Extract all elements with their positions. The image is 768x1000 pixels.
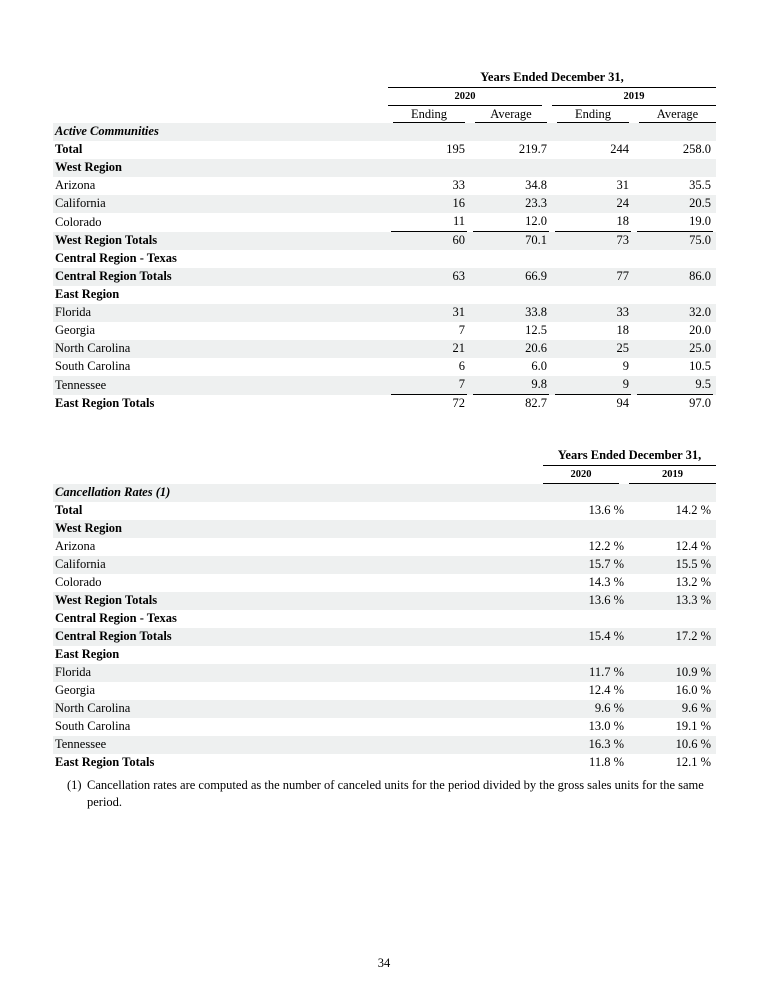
table-row — [53, 358, 716, 376]
row-label: Central Region - Texas — [55, 251, 177, 265]
cell-value: 12.4 % — [588, 683, 624, 697]
year-group-2020 — [543, 466, 629, 484]
year-2020-label: 2020 — [543, 466, 619, 484]
table-row — [53, 754, 716, 772]
cell-value — [552, 286, 634, 304]
row-label: Tennessee — [55, 737, 107, 751]
cell-value: 72 — [452, 396, 465, 410]
cell-value: 21 — [452, 341, 465, 355]
cell-value: 70.1 — [525, 233, 547, 247]
cell-value: 66.9 — [525, 269, 547, 283]
row-label: Active Communities — [55, 124, 159, 138]
cell-value: 11 — [388, 213, 470, 232]
period-header-label: Years Ended December 31, — [543, 446, 716, 466]
row-label: East Region — [55, 287, 120, 301]
cell-value: 16.3 % — [588, 737, 624, 751]
cell-value: 14.3 % — [588, 575, 624, 589]
row-label: Georgia — [55, 323, 96, 337]
cell-value: 33 — [616, 305, 629, 319]
cell-value — [629, 484, 716, 502]
cell-value: 12.5 — [525, 323, 547, 337]
row-label: Florida — [55, 305, 92, 319]
cell-value — [388, 123, 470, 141]
column-header-label: Average — [475, 106, 547, 123]
column-header-average-2019 — [634, 106, 716, 123]
cell-value: 24 — [616, 196, 629, 210]
cell-value: 7 — [458, 323, 465, 337]
year-2019-label: 2019 — [629, 466, 716, 484]
footnote-marker: (1) — [67, 778, 82, 792]
table-row — [53, 376, 716, 395]
cancellation-rates-table-body — [53, 484, 716, 772]
table-row — [53, 484, 716, 502]
cell-value: 258.0 — [682, 142, 711, 156]
row-label: West Region Totals — [55, 233, 158, 247]
cell-value: 19.1 % — [675, 719, 711, 733]
cell-value: 9.6 % — [594, 701, 624, 715]
row-label: Arizona — [55, 539, 96, 553]
cell-value — [470, 286, 552, 304]
cell-value — [388, 286, 470, 304]
column-header-ending-2020 — [388, 106, 470, 123]
cell-value: 75.0 — [689, 233, 711, 247]
row-label: Central Region Totals — [55, 269, 172, 283]
table-row — [53, 123, 716, 141]
cell-value: 195 — [446, 142, 465, 156]
cell-value — [629, 520, 716, 538]
cell-value — [634, 123, 716, 141]
cell-value: 63 — [452, 269, 465, 283]
cell-value: 77 — [616, 269, 629, 283]
cell-value: 10.6 % — [675, 737, 711, 751]
cell-value — [470, 159, 552, 177]
cell-value: 94 — [616, 396, 629, 410]
cell-value — [634, 159, 716, 177]
cell-value: 25.0 — [689, 341, 711, 355]
cell-value: 31 — [452, 305, 465, 319]
table-row — [53, 213, 716, 232]
year-group-2019 — [552, 88, 716, 106]
table-row — [53, 141, 716, 159]
row-label: East Region Totals — [55, 396, 155, 410]
cell-value: 11.8 % — [589, 755, 624, 769]
active-communities-table — [53, 68, 716, 413]
cell-value: 33 — [452, 178, 465, 192]
table-row — [53, 556, 716, 574]
column-header-label: Average — [639, 106, 716, 123]
table-row — [53, 304, 716, 322]
footnote — [67, 777, 715, 811]
row-label: North Carolina — [55, 701, 131, 715]
active-communities-table-body — [53, 123, 716, 413]
cell-value: 9.5 — [634, 376, 716, 395]
row-label: North Carolina — [55, 341, 131, 355]
cell-value: 32.0 — [689, 305, 711, 319]
cell-value: 16.0 % — [675, 683, 711, 697]
footnote-text: Cancellation rates are computed as the number of canceled units for the period divided by the gross sales units for the same period. — [87, 778, 704, 809]
cell-value — [388, 159, 470, 177]
year-2019-label: 2019 — [552, 88, 716, 106]
cell-value: 15.7 % — [588, 557, 624, 571]
table-row — [53, 340, 716, 358]
cell-value: 33.8 — [525, 305, 547, 319]
cell-value — [543, 610, 629, 628]
row-label: Georgia — [55, 683, 96, 697]
cell-value: 15.5 % — [675, 557, 711, 571]
column-header-ending-2019 — [552, 106, 634, 123]
column-header-average-2020 — [470, 106, 552, 123]
row-label: Arizona — [55, 178, 96, 192]
cancellation-rates-table-header — [53, 446, 716, 484]
table-row — [53, 395, 716, 413]
cell-value: 9.8 — [470, 376, 552, 395]
cell-value: 9 — [622, 359, 629, 373]
cell-value: 10.5 — [689, 359, 711, 373]
table-row — [53, 502, 716, 520]
table-row — [53, 177, 716, 195]
table-row — [53, 195, 716, 213]
cell-value: 86.0 — [689, 269, 711, 283]
active-communities-table-header — [53, 68, 716, 123]
table-row — [53, 286, 716, 304]
header-spacer — [53, 446, 543, 466]
cell-value: 6.0 — [531, 359, 547, 373]
cell-value — [629, 646, 716, 664]
row-label: East Region Totals — [55, 755, 155, 769]
cell-value: 10.9 % — [675, 665, 711, 679]
row-label: Colorado — [55, 575, 102, 589]
period-header — [543, 446, 716, 466]
table-row — [53, 592, 716, 610]
row-label: Central Region Totals — [55, 629, 172, 643]
cell-value: 97.0 — [689, 396, 711, 410]
cell-value: 12.1 % — [675, 755, 711, 769]
cell-value: 23.3 — [525, 196, 547, 210]
column-header-label: Ending — [557, 106, 629, 123]
cell-value — [629, 610, 716, 628]
table-row — [53, 700, 716, 718]
row-label: Tennessee — [55, 378, 107, 392]
year-2020-label: 2020 — [388, 88, 542, 106]
row-label: Cancellation Rates (1) — [55, 485, 171, 499]
cell-value — [470, 123, 552, 141]
cell-value — [552, 159, 634, 177]
cell-value — [470, 250, 552, 268]
cell-value: 35.5 — [689, 178, 711, 192]
cell-value — [388, 250, 470, 268]
cell-value — [543, 484, 629, 502]
row-label: Total — [55, 503, 83, 517]
row-label: Colorado — [55, 215, 102, 229]
cell-value: 244 — [610, 142, 629, 156]
cell-value: 13.0 % — [588, 719, 624, 733]
header-spacer — [53, 68, 388, 88]
period-header-label: Years Ended December 31, — [388, 68, 716, 88]
header-spacer — [53, 88, 388, 106]
table-row — [53, 520, 716, 538]
table-row — [53, 610, 716, 628]
row-label: East Region — [55, 647, 120, 661]
row-label: Total — [55, 142, 83, 156]
period-header — [388, 68, 716, 88]
cell-value: 18 — [616, 323, 629, 337]
cell-value: 25 — [616, 341, 629, 355]
header-spacer — [53, 466, 543, 484]
cell-value: 31 — [616, 178, 629, 192]
row-label: California — [55, 196, 106, 210]
row-label: West Region — [55, 521, 123, 535]
cell-value: 18 — [552, 213, 634, 232]
table-row — [53, 250, 716, 268]
table-row — [53, 628, 716, 646]
cell-value: 13.2 % — [675, 575, 711, 589]
cell-value — [552, 250, 634, 268]
cell-value: 9.6 % — [681, 701, 711, 715]
cell-value: 82.7 — [525, 396, 547, 410]
cell-value: 6 — [458, 359, 465, 373]
table-row — [53, 322, 716, 340]
cell-value — [543, 520, 629, 538]
table-row — [53, 268, 716, 286]
cell-value: 13.6 % — [588, 593, 624, 607]
cell-value: 20.6 — [525, 341, 547, 355]
year-group-2019 — [629, 466, 716, 484]
cell-value: 7 — [388, 376, 470, 395]
cell-value: 13.6 % — [588, 503, 624, 517]
table-row — [53, 736, 716, 754]
table-row — [53, 682, 716, 700]
cell-value: 34.8 — [525, 178, 547, 192]
cell-value: 9 — [552, 376, 634, 395]
cell-value: 12.4 % — [675, 539, 711, 553]
table-row — [53, 574, 716, 592]
cell-value: 11.7 % — [589, 665, 624, 679]
cell-value: 15.4 % — [588, 629, 624, 643]
table-row — [53, 538, 716, 556]
cell-value: 12.0 — [470, 213, 552, 232]
cell-value: 20.0 — [689, 323, 711, 337]
table-row — [53, 159, 716, 177]
cell-value — [634, 250, 716, 268]
cell-value — [552, 123, 634, 141]
table-row — [53, 646, 716, 664]
cell-value: 14.2 % — [675, 503, 711, 517]
row-label: California — [55, 557, 106, 571]
row-label: Florida — [55, 665, 92, 679]
cell-value: 20.5 — [689, 196, 711, 210]
cell-value: 19.0 — [634, 213, 716, 232]
row-label: South Carolina — [55, 719, 131, 733]
cell-value: 13.3 % — [675, 593, 711, 607]
row-label: West Region — [55, 160, 123, 174]
row-label: Central Region - Texas — [55, 611, 177, 625]
row-label: South Carolina — [55, 359, 131, 373]
table-row — [53, 232, 716, 250]
header-spacer — [53, 106, 388, 123]
year-group-2020 — [388, 88, 552, 106]
cell-value: 12.2 % — [588, 539, 624, 553]
cancellation-rates-table — [53, 446, 716, 772]
cell-value: 219.7 — [518, 142, 547, 156]
row-label: West Region Totals — [55, 593, 158, 607]
table-row — [53, 664, 716, 682]
cell-value: 16 — [452, 196, 465, 210]
cell-value: 60 — [452, 233, 465, 247]
cell-value: 73 — [616, 233, 629, 247]
cell-value: 17.2 % — [675, 629, 711, 643]
column-header-label: Ending — [393, 106, 465, 123]
page-number: 34 — [377, 956, 391, 970]
table-row — [53, 718, 716, 736]
cell-value — [634, 286, 716, 304]
cell-value — [543, 646, 629, 664]
